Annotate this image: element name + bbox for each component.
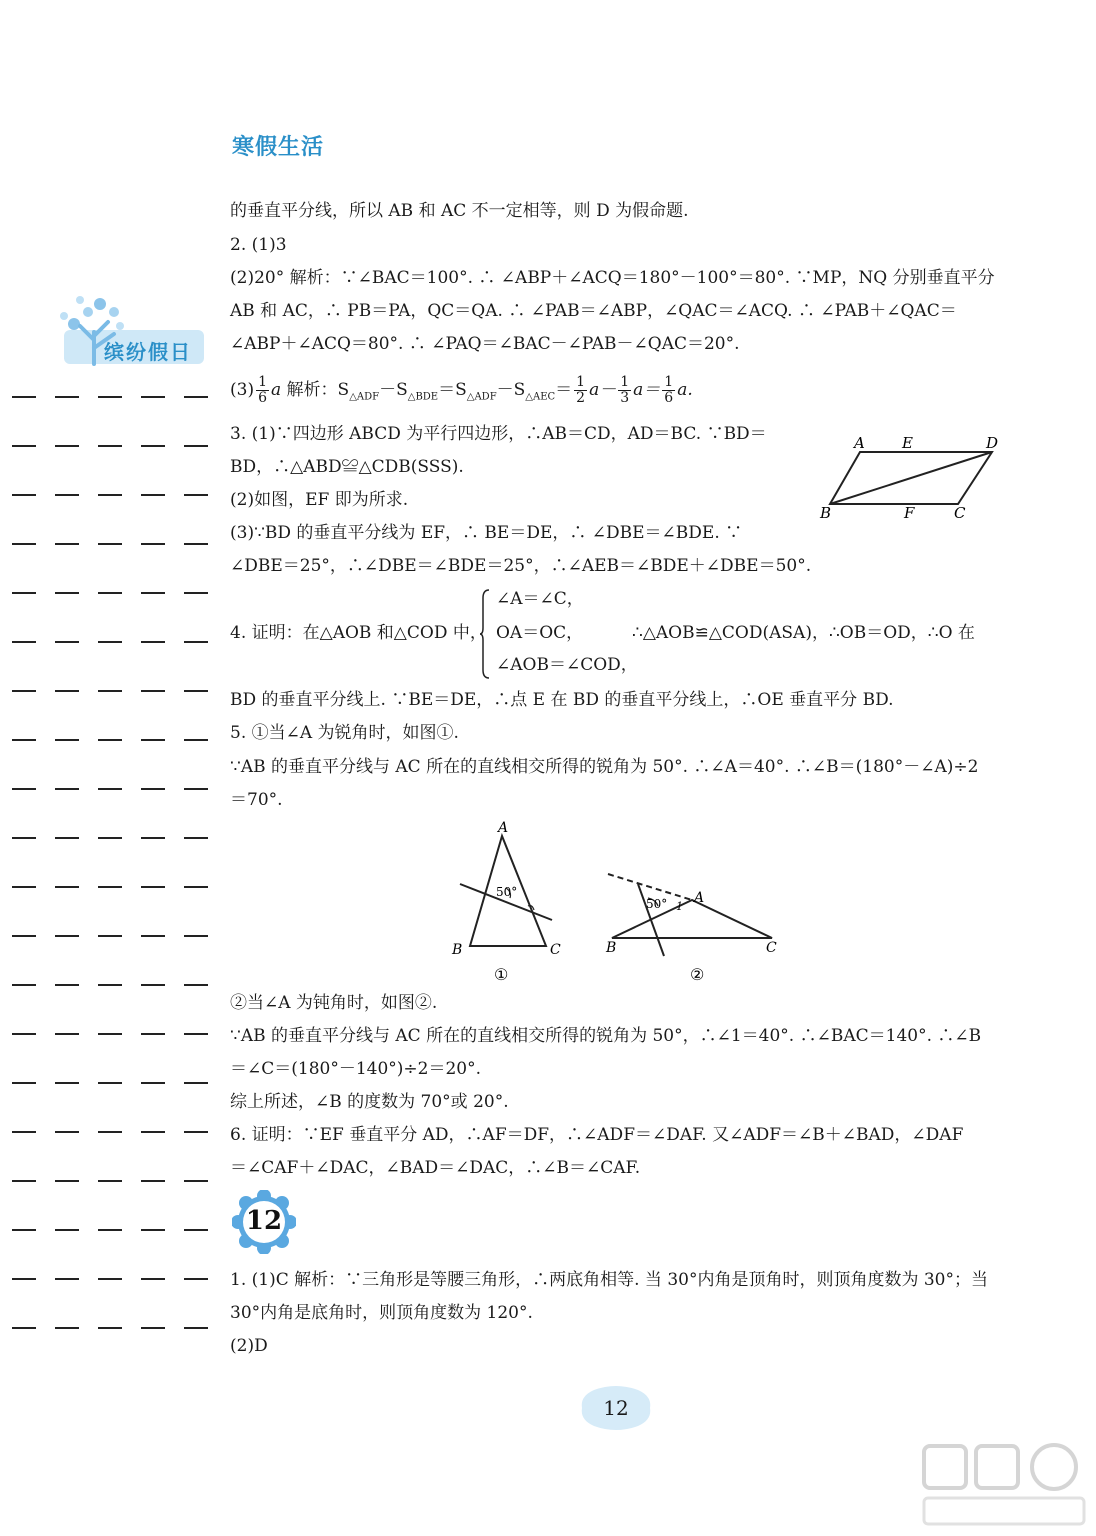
note-line-row: [12, 690, 208, 692]
sidebar-logo: [34, 292, 210, 368]
note-line-row: [12, 788, 208, 790]
angle-label: 1: [676, 900, 683, 913]
equation-system: [480, 588, 638, 680]
watermark-logo-icon: [920, 1440, 1090, 1530]
point-label: A: [854, 434, 865, 452]
point-label: A: [694, 890, 705, 906]
section-number-badge: [232, 1190, 296, 1254]
note-line-row: [12, 592, 208, 594]
badge-number: 12: [245, 1206, 283, 1236]
note-line-row: [12, 1033, 208, 1035]
text-line: 4. 证明：在△AOB 和△COD 中，: [230, 623, 487, 643]
point-label: B: [452, 942, 463, 958]
note-line-row: [12, 1131, 208, 1133]
figure-caption: ②: [690, 965, 705, 984]
text-line: (2)D: [230, 1336, 268, 1356]
text-line: ∠DBE＝25°，∴∠DBE＝∠BDE＝25°，∴∠AEB＝∠BDE＋∠DBE＝50°.: [230, 556, 812, 576]
text-line: 综上所述，∠B 的度数为 70°或 20°.: [230, 1092, 509, 1112]
note-line-row: [12, 1229, 208, 1231]
note-line-row: [12, 935, 208, 937]
point-label: C: [550, 942, 561, 958]
note-line-row: [12, 1327, 208, 1329]
text-line: ②当∠A 为钝角时，如图②.: [230, 993, 438, 1013]
text-line: 5. ①当∠A 为锐角时，如图①.: [230, 723, 459, 743]
brace-icon: [480, 588, 490, 680]
text-line: ＝70°.: [230, 790, 283, 810]
text-line: BD 的垂直平分线上. ∵BE＝DE，∴点 E 在 BD 的垂直平分线上，∴OE 垂直平分 BD.: [230, 690, 894, 710]
text-line: (2)如图，EF 即为所求.: [230, 490, 409, 510]
text-line: 3. (1)∵四边形 ABCD 为平行四边形，∴AB＝CD，AD＝BC. ∵BD＝: [230, 424, 767, 444]
text-line-fraction: (3) $\frac{1}{6}$ a 解析：$S_{\triangle ADF}-S_{\triangle BDE}=S_{\triangle ADF}-S_{\triangle AEC}=$ $\frac{1}{2}$ a－ $\frac{1}{3}$ a＝ $\frac{1}{6}$ a.: [230, 374, 693, 406]
point-label: E: [902, 434, 913, 452]
note-line-row: [12, 1180, 208, 1182]
triangle-figure-1: [446, 818, 566, 988]
note-line-row: [12, 984, 208, 986]
figure-caption: ①: [494, 965, 509, 984]
text-line: AB 和 AC，∴ PB＝PA，QC＝QA. ∴ ∠PAB＝∠ABP，∠QAC＝∠ACQ. ∴ ∠PAB＋∠QAC＝: [230, 301, 957, 321]
note-line-row: [12, 543, 208, 545]
text-line: ∴△AOB≌△COD(ASA)，∴OB＝OD，∴O 在: [632, 623, 975, 643]
note-line-row: [12, 1278, 208, 1280]
text-line: ＝∠C＝(180°－140°)÷2＝20°.: [230, 1059, 482, 1079]
note-line-row: [12, 1082, 208, 1084]
page-number: 12: [603, 1396, 629, 1420]
text-line: 30°内角是底角时，则顶角度数为 120°.: [230, 1303, 533, 1323]
note-line-row: [12, 396, 208, 398]
note-line-row: [12, 886, 208, 888]
text-line: ＝∠CAF＋∠DAC，∠BAD＝∠DAC，∴∠B＝∠CAF.: [230, 1158, 641, 1178]
point-label: F: [904, 504, 915, 522]
text-line: 6. 证明：∵EF 垂直平分 AD，∴AF＝DF，∴∠ADF＝∠DAF. 又∠ADF＝∠B＋∠BAD，∠DAF: [230, 1125, 964, 1145]
note-line-row: [12, 739, 208, 741]
page-header-title: 寒假生活: [232, 135, 325, 160]
note-line-row: [12, 445, 208, 447]
note-line-row: [12, 641, 208, 643]
point-label: C: [766, 940, 777, 956]
page-number-badge: [580, 1386, 652, 1430]
text-line: ∠ABP＋∠ACQ＝80°. ∴ ∠PAQ＝∠BAC－∠PAB－∠QAC＝20°.: [230, 334, 740, 354]
text-line: BD，∴△ABD≌△CDB(SSS).: [230, 457, 464, 477]
triangle-figure-2: [600, 860, 790, 990]
text-line: ∵AB 的垂直平分线与 AC 所在的直线相交所得的锐角为 50°，∴∠1＝40°. ∴∠BAC＝140°. ∴∠B: [230, 1026, 982, 1046]
point-label: B: [820, 504, 832, 522]
point-label: D: [986, 434, 999, 452]
text-line: 的垂直平分线，所以 AB 和 AC 不一定相等，则 D 为假命题.: [230, 201, 689, 221]
text-line: 1. (1)C 解析：∵三角形是等腰三角形，∴两底角相等. 当 30°内角是顶角时，则顶角度数为 30°；当: [230, 1270, 988, 1290]
text-line: ∵AB 的垂直平分线与 AC 所在的直线相交所得的锐角为 50°. ∴∠A＝40°. ∴∠B＝(180°－∠A)÷2: [230, 757, 979, 777]
sidebar-logo-text: 缤纷假日: [104, 340, 192, 364]
point-label: A: [498, 820, 509, 836]
system-row: ∠A＝∠C，: [496, 589, 584, 609]
text-line: (3)∵BD 的垂直平分线为 EF，∴ BE＝DE，∴ ∠DBE＝∠BDE. ∵: [230, 523, 743, 543]
point-label: C: [954, 504, 966, 522]
note-line-row: [12, 837, 208, 839]
system-row: OA＝OC，: [496, 623, 584, 643]
point-label: B: [606, 940, 617, 956]
angle-label: 50°: [496, 885, 518, 899]
angle-label: 50°: [646, 897, 668, 911]
note-line-row: [12, 494, 208, 496]
text-line: 2. (1)3: [230, 235, 287, 255]
system-row: ∠AOB＝∠COD，: [496, 655, 638, 675]
text-line: (2)20° 解析：∵∠BAC＝100°. ∴ ∠ABP＋∠ACQ＝180°－100°＝80°. ∵MP，NQ 分别垂直平分: [230, 268, 995, 288]
parallelogram-figure: [818, 432, 1002, 522]
